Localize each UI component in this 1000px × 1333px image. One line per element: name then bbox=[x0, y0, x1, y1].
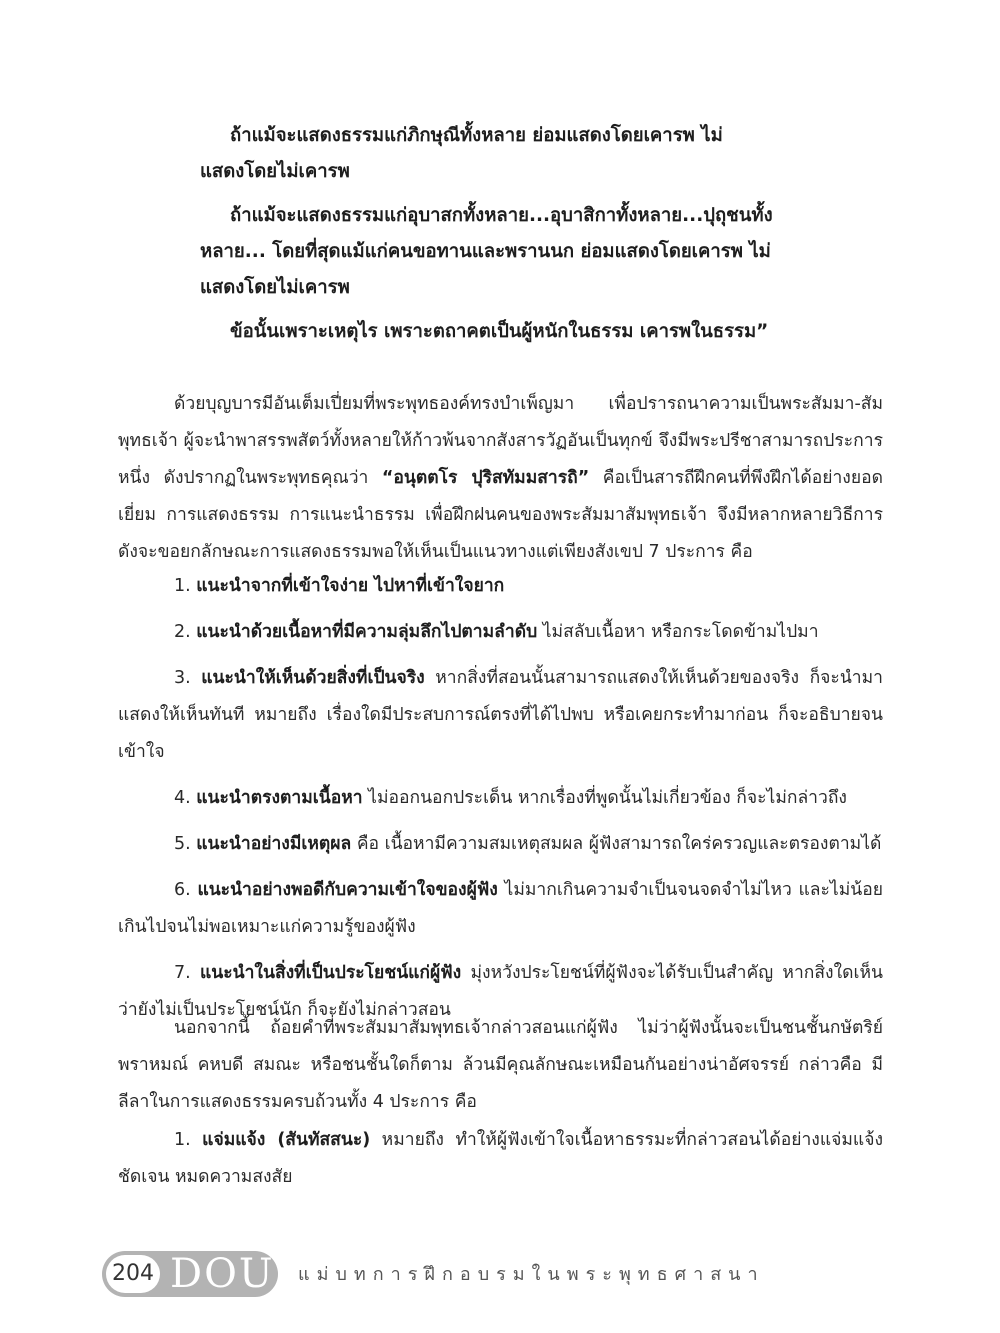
dharma-qualities-list bbox=[118, 1122, 883, 1196]
item-heading: แนะนำด้วยเนื้อหาที่มีความลุ่มลึกไปตามลำดับ bbox=[196, 622, 538, 642]
item-heading: แนะนำให้เห็นด้วยสิ่งที่เป็นจริง bbox=[201, 668, 425, 688]
item-number: 1. bbox=[174, 1130, 191, 1150]
intro-text: ด้วยบุญบารมีอันเต็มเปี่ยมที่พระพุทธองค์ทรงบำเพ็ญมา เพื่อปรารถนาความเป็นพระสัมมา-สัมพุทธเจ้า ผู้จะนำพาสรรพสัตว์ทั้งหลายให้ก้าวพ้นจากสังสารวัฏอันเป็นทุกข์ จึงมีพระปรีชาสามารถประการหนึ่ง ดังปรากฏในพระพุทธคุณว่า bbox=[118, 394, 883, 488]
section2-paragraph bbox=[118, 1010, 883, 1121]
quote-paragraph bbox=[200, 314, 775, 350]
item-text: หมายถึง ทำให้ผู้ฟังเข้าใจเนื้อหาธรรมะที่กล่าวสอนได้อย่างแจ่มแจ้งชัดเจน หมดความสงสัย bbox=[118, 1130, 883, 1187]
item-number: 7. bbox=[174, 963, 191, 983]
item-heading: แนะนำอย่างพอดีกับความเข้าใจของผู้ฟัง bbox=[197, 880, 498, 900]
quote-paragraph bbox=[200, 198, 775, 306]
quote-line: แสดงโดยไม่เคารพ bbox=[200, 161, 350, 182]
item-number: 6. bbox=[174, 880, 191, 900]
item-heading: แนะนำตรงตามเนื้อหา bbox=[196, 788, 363, 808]
teaching-methods-list bbox=[118, 568, 883, 1029]
item-text: ไม่ออกนอกประเด็น หากเรื่องที่พูดนั้นไม่เกี่ยวข้อง ก็จะไม่กล่าวถึง bbox=[362, 788, 847, 808]
item-number: 2. bbox=[174, 622, 191, 642]
book-title: แม่บทการฝึกอบรมในพระพุทธศาสนา bbox=[298, 1264, 765, 1285]
item-heading: แนะนำอย่างมีเหตุผล bbox=[196, 834, 352, 854]
item-number: 1. bbox=[174, 576, 191, 596]
quote-line: แสดงโดยไม่เคารพ bbox=[200, 277, 350, 298]
item-text: มุ่งหวังประโยชน์ที่ผู้ฟังจะได้รับเป็นสำคัญ หากสิ่งใดเห็นว่ายังไม่เป็นประโยชน์นัก ก็จะยังไม่กล่าวสอน bbox=[118, 963, 883, 1020]
list-item bbox=[118, 780, 883, 817]
item-heading: แนะนำในสิ่งที่เป็นประโยชน์แก่ผู้ฟัง bbox=[200, 963, 462, 983]
intro-text: คือเป็นสารถีฝึกคนที่พึงฝึกได้อย่างยอดเยี่ยม การแสดงธรรม การแนะนำธรรม เพื่อฝึกฝนคนของพระสัมมาสัมพุทธเจ้า จึงมีหลากหลายวิธีการ ดังจะขอยกลักษณะการแสดงธรรมพอให้เห็นเป็นแนวทางแต่เพียงสังเขป 7 ประการ คือ bbox=[118, 468, 883, 562]
quote-paragraph bbox=[200, 118, 775, 190]
list-item bbox=[118, 660, 883, 771]
item-text: ไม่มากเกินความจำเป็นจนจดจำไม่ไหว และไม่น้อยเกินไปจนไม่พอเหมาะแก่ความรู้ของผู้ฟัง bbox=[118, 880, 883, 937]
item-heading: แจ่มแจ้ง (สันทัสสนะ) bbox=[202, 1130, 371, 1150]
list-item bbox=[118, 1122, 883, 1196]
page-footer bbox=[102, 1251, 822, 1297]
list-item bbox=[118, 872, 883, 946]
list-item bbox=[118, 826, 883, 863]
item-number: 5. bbox=[174, 834, 191, 854]
list-item bbox=[118, 614, 883, 651]
quote-line: ถ้าแม้จะแสดงธรรมแก่ภิกษุณีทั้งหลาย ย่อมแสดงโดยเคารพ ไม่ bbox=[230, 125, 723, 146]
quote-line: หลาย... โดยที่สุดแม้แก่คนขอทานและพรานนก ย่อมแสดงโดยเคารพ ไม่ bbox=[200, 241, 771, 262]
item-text: ไม่สลับเนื้อหา หรือกระโดดข้ามไปมา bbox=[537, 622, 819, 642]
page-number: 204 bbox=[106, 1255, 160, 1293]
item-number: 4. bbox=[174, 788, 191, 808]
footer-badge bbox=[102, 1251, 278, 1297]
intro-bold-term: “อนุตตโร ปุริสทัมมสารถิ” bbox=[381, 468, 590, 488]
item-heading: แนะนำจากที่เข้าใจง่าย ไปหาที่เข้าใจยาก bbox=[196, 576, 505, 596]
quote-line: ถ้าแม้จะแสดงธรรมแก่อุบาสกทั้งหลาย...อุบาสิกาทั้งหลาย...ปุถุชนทั้ง bbox=[230, 205, 773, 226]
intro-paragraph bbox=[118, 386, 883, 571]
item-text: คือ เนื้อหามีความสมเหตุสมผล ผู้ฟังสามารถใคร่ครวญและตรองตามได้ bbox=[351, 834, 882, 854]
section2-text: นอกจากนี้ ถ้อยคำที่พระสัมมาสัมพุทธเจ้ากล่าวสอนแก่ผู้ฟัง ไม่ว่าผู้ฟังนั้นจะเป็นชนชั้นกษัตริย์พราหมณ์ คหบดี สมณะ หรือชนชั้นใดก็ตาม ล้วนมีคุณลักษณะเหมือนกันอย่างน่าอัศจรรย์ กล่าวคือ มีลีลาในการแสดงธรรมครบถ้วนทั้ง 4 ประการ คือ bbox=[118, 1018, 883, 1112]
list-item bbox=[118, 568, 883, 605]
quote-line: ข้อนั้นเพราะเหตุไร เพราะตถาคตเป็นผู้หนักในธรรม เคารพในธรรม” bbox=[230, 321, 769, 342]
item-text: หากสิ่งที่สอนนั้นสามารถแสดงให้เห็นด้วยของจริง ก็จะนำมาแสดงให้เห็นทันที หมายถึง เรื่องใดมีประสบการณ์ตรงที่ได้ไปพบ หรือเคยกระทำมาก่อน ก็จะอธิบายจนเข้าใจ bbox=[118, 668, 883, 762]
quote-block bbox=[200, 118, 775, 350]
dou-logo: DOU bbox=[170, 1251, 275, 1297]
item-number: 3. bbox=[174, 668, 191, 688]
